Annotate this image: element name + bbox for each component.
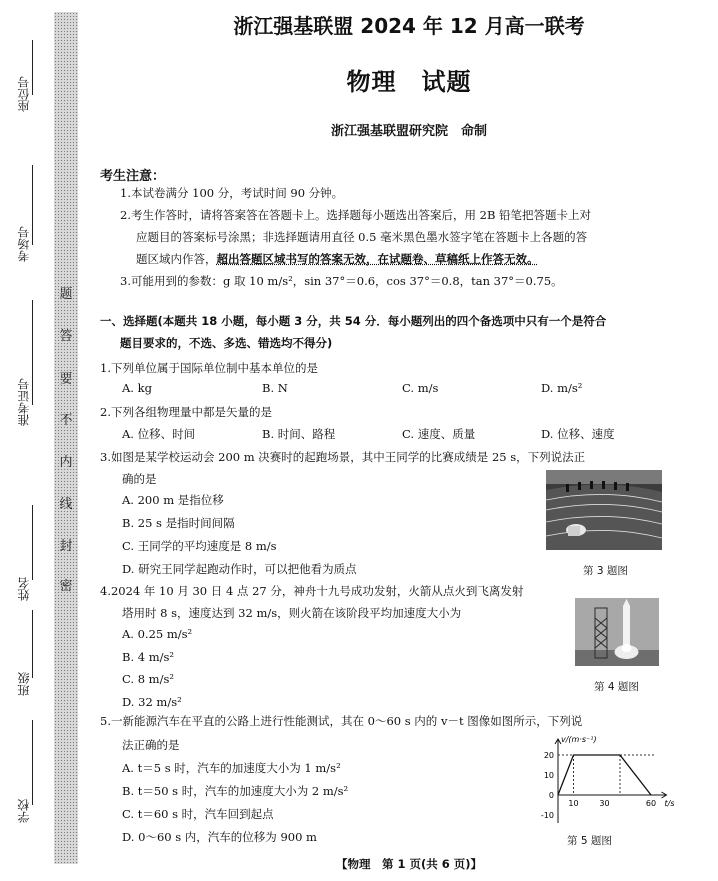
seal-char: 不	[59, 413, 73, 428]
seal-char: 要	[59, 372, 73, 387]
q1-option-a: A. kg	[122, 381, 152, 395]
y-tick-label: -10	[540, 811, 554, 820]
q5-option-c: C. t＝60 s 时，汽车回到起点	[122, 807, 274, 821]
field-writing-line[interactable]	[32, 165, 33, 245]
field-writing-line[interactable]	[32, 610, 33, 678]
field-writing-line[interactable]	[32, 720, 33, 805]
x-axis-label: t/s	[664, 799, 675, 808]
seal-char: 答	[59, 329, 73, 344]
author-line: 浙江强基联盟研究院 命制	[330, 124, 487, 139]
seal-char: 密	[59, 579, 73, 594]
q4-stem-cont: 塔用时 8 s，速度达到 32 m/s，则火箭在该阶段平均加速度大小为	[122, 606, 462, 620]
q2-option-d: D. 位移、速度	[541, 427, 615, 441]
q1-option-b: B. N	[262, 381, 288, 395]
q4-option-d: D. 32 m/s²	[122, 695, 182, 709]
x-tick-label: 10	[568, 799, 579, 808]
notice-item-2-tail: 题区域内作答，	[136, 252, 217, 266]
field-writing-line[interactable]	[32, 300, 33, 405]
q3-option-c: C. 王同学的平均速度是 8 m/s	[122, 539, 277, 553]
q5-stem: 5.一新能源汽车在平直的公路上进行性能测试，其在 0～60 s 内的 v－t 图像如图所示，下列说	[100, 714, 583, 728]
velocity-line	[558, 755, 651, 795]
notice-heading: 考生注意：	[100, 169, 166, 184]
q3-option-d: D. 研究王同学起跑动作时，可以把他看为质点	[122, 562, 357, 576]
seal-char: 线	[59, 497, 73, 512]
q5-vt-graph	[528, 733, 675, 831]
x-tick-label: 30	[599, 799, 610, 808]
page-footer: 【物理 第 1 页(共 6 页)】	[335, 857, 483, 871]
q5-option-a: A. t＝5 s 时，汽车的加速度大小为 1 m/s²	[122, 761, 341, 775]
exam-title: 浙江强基联盟 2024 年 12 月高一联考	[233, 14, 585, 38]
section-heading: 一、选择题(本题共 18 小题，每小题 3 分，共 54 分．每小题列出的四个备选项中只有一个是符合	[100, 314, 607, 328]
field-label: 姓名	[17, 577, 31, 601]
y-tick-label: 10	[543, 771, 554, 780]
q1-option-d: D. m/s²	[541, 381, 583, 395]
q2-option-a: A. 位移、时间	[122, 427, 196, 441]
subject-title: 物理 试题	[346, 68, 472, 96]
q4-option-c: C. 8 m/s²	[122, 672, 174, 686]
q3-track-photo	[546, 470, 662, 550]
field-label: 学校	[17, 799, 31, 823]
notice-item-2-cont2	[136, 252, 539, 266]
section-heading-cont: 题目要求的，不选、多选、错选均不得分)	[120, 336, 333, 350]
q1-stem: 1.下列单位属于国际单位制中基本单位的是	[100, 361, 318, 375]
notice-item-3: 3.可能用到的参数：g 取 10 m/s²，sin 37°＝0.6，cos 37°＝0.8，tan 37°＝0.75。	[120, 274, 563, 288]
notice-item-2-cont: 应题目的答案标号涂黑；非选择题请用直径 0.5 毫米黑色墨水签字笔在答题卡上各题的答	[136, 230, 588, 244]
q3-option-a: A. 200 m 是指位移	[122, 493, 224, 507]
y-tick-label: 20	[543, 751, 554, 760]
q3-stem-cont: 确的是	[122, 472, 157, 486]
q4-rocket-photo	[575, 598, 659, 666]
q4-option-a: A. 0.25 m/s²	[122, 627, 193, 641]
field-label: 准考证号	[17, 378, 31, 426]
q5-option-b: B. t＝50 s 时，汽车的加速度大小为 2 m/s²	[122, 784, 349, 798]
y-tick-label: 0	[548, 791, 554, 800]
seal-char: 题	[59, 287, 73, 302]
field-label: 考场号	[17, 226, 31, 262]
field-writing-line[interactable]	[32, 505, 33, 580]
notice-item-1: 1.本试卷满分 100 分，考试时间 90 分钟。	[120, 186, 344, 200]
seal-char: 内	[59, 455, 73, 470]
q2-stem: 2.下列各组物理量中都是矢量的是	[100, 405, 272, 419]
field-label: 班级	[17, 672, 31, 696]
seal-char: 封	[59, 539, 73, 554]
q1-option-c: C. m/s	[402, 381, 439, 395]
binding-strip	[54, 12, 78, 864]
q3-option-b: B. 25 s 是指时间间隔	[122, 516, 235, 530]
q5-option-d: D. 0～60 s 内，汽车的位移为 900 m	[122, 830, 317, 844]
q5-stem-cont: 法正确的是	[122, 738, 180, 752]
q3-figure-caption: 第 3 题图	[583, 565, 628, 577]
x-tick-label: 60	[645, 799, 657, 808]
q2-option-c: C. 速度、质量	[402, 427, 476, 441]
q4-stem: 4.2024 年 10 月 30 日 4 点 27 分，神舟十九号成功发射，火箭从点火到飞离发射	[100, 584, 524, 598]
field-label: 座位号	[17, 76, 31, 112]
q3-stem: 3.如图是某学校运动会 200 m 决赛时的起跑场景，其中王同学的比赛成绩是 25 s，下列说法正	[100, 450, 586, 464]
q2-option-b: B. 时间、路程	[262, 427, 336, 441]
q4-option-b: B. 4 m/s²	[122, 650, 175, 664]
y-axis-label: v/(m·s⁻¹)	[561, 735, 597, 744]
field-writing-line[interactable]	[32, 40, 33, 95]
q5-figure-caption: 第 5 题图	[567, 835, 612, 847]
notice-warning: 超出答题区域书写的答案无效，在试题卷、草稿纸上作答无效。	[216, 252, 539, 266]
q4-figure-caption: 第 4 题图	[594, 681, 639, 693]
notice-item-2: 2.考生作答时，请将答案答在答题卡上。选择题每小题选出答案后，用 2B 铅笔把答题卡上对	[120, 208, 592, 222]
